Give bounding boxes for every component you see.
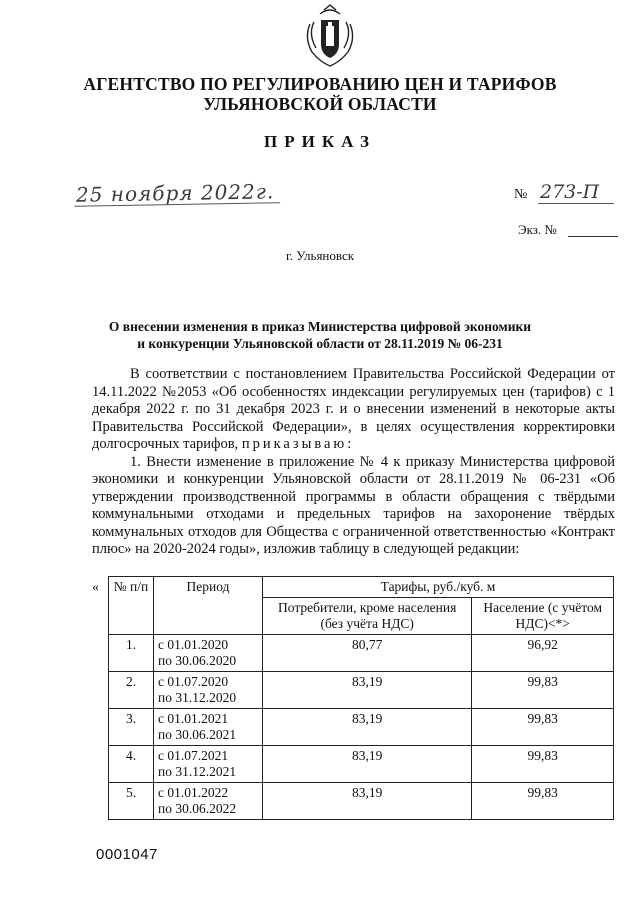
row-consumers: 83,19 <box>263 709 472 746</box>
row-period <box>154 783 263 820</box>
period-to: по 30.06.2020 <box>158 653 237 668</box>
order-keyword: приказываю: <box>241 436 355 452</box>
handwritten-number: 273-П <box>538 181 614 204</box>
row-no: 2. <box>109 672 154 709</box>
coat-of-arms-icon <box>302 4 358 68</box>
row-population: 96,92 <box>472 635 614 672</box>
period-from: с 01.07.2020 <box>158 674 229 689</box>
row-period <box>154 709 263 746</box>
row-consumers: 83,19 <box>263 783 472 820</box>
row-population: 99,83 <box>472 709 614 746</box>
period-from: с 01.01.2021 <box>158 711 229 726</box>
table-row <box>109 709 614 746</box>
row-period <box>154 746 263 783</box>
paragraph-item-1: 1. Внести изменение в приложение № 4 к приказу Министерства цифровой экономики и конкуренции Ульяновской области от 28.11.2019 № 06-231 «Об утверждении производственной программы в области обращения с твёрдыми коммунальными отходами и предельных тарифов на захоронение твёрдых коммунальных отходов для Общества с ограниченной ответственностью «Контракт плюс» на 2020-2024 годы», изложив таблицу в следующей редакции: <box>92 453 615 557</box>
copy-number-label: Экз. № <box>518 222 557 237</box>
row-period <box>154 672 263 709</box>
row-period <box>154 635 263 672</box>
agency-line-2: УЛЬЯНОВСКОЙ ОБЛАСТИ <box>203 94 437 114</box>
copy-number-blank <box>568 236 618 237</box>
period-to: по 31.12.2020 <box>158 690 237 705</box>
doc-type-title: ПРИКАЗ <box>264 132 376 151</box>
agency-line-1: АГЕНТСТВО ПО РЕГУЛИРОВАНИЮ ЦЕН И ТАРИФОВ <box>83 74 557 94</box>
handwritten-date: 25 ноября 2022г. <box>74 180 281 207</box>
header-period: Период <box>154 577 263 635</box>
period-from: с 01.01.2020 <box>158 637 229 652</box>
agency-name <box>0 74 640 114</box>
subject-line-1: О внесении изменения в приказ Министерства цифровой экономики <box>108 319 532 334</box>
paragraph-preamble <box>92 366 615 454</box>
header-no: № п/п <box>109 577 154 635</box>
period-from: с 01.01.2022 <box>158 785 229 800</box>
row-population: 99,83 <box>472 746 614 783</box>
row-no: 5. <box>109 783 154 820</box>
serial-number: 0001047 <box>96 846 158 863</box>
row-population: 99,83 <box>472 783 614 820</box>
table-row <box>109 783 614 820</box>
table-row <box>109 635 614 672</box>
table-row <box>109 746 614 783</box>
table-header-row <box>109 577 614 598</box>
subject-line-2: и конкуренции Ульяновской области от 28.11.2019 № 06-231 <box>137 336 503 351</box>
table-open-quote: « <box>92 580 99 595</box>
subject-title <box>0 318 640 352</box>
preamble-text: В соответствии с постановлением Правительства Российской Федерации от 14.11.2022 №2053 «Об особенностях индексации регулируемых цен (тарифов) с 1 декабря 2022 г. по 31 декабря 2023 г. и о внесении изменений в некоторые акты Правительства Российской Федерации», в целях осуществления корректировки долгосрочных тарифов, <box>92 366 615 452</box>
number-label: № <box>514 187 528 202</box>
body-text <box>92 366 615 559</box>
period-to: по 30.06.2022 <box>158 801 237 816</box>
header-population: Население (с учётом НДС)<*> <box>472 598 614 635</box>
period-from: с 01.07.2021 <box>158 748 229 763</box>
row-no: 3. <box>109 709 154 746</box>
period-to: по 31.12.2021 <box>158 764 237 779</box>
header-tariffs: Тарифы, руб./куб. м <box>263 577 614 598</box>
row-consumers: 83,19 <box>263 746 472 783</box>
table-row <box>109 672 614 709</box>
header-consumers: Потребители, кроме населения (без учёта НДС) <box>263 598 472 635</box>
row-population: 99,83 <box>472 672 614 709</box>
row-consumers: 83,19 <box>263 672 472 709</box>
row-consumers: 80,77 <box>263 635 472 672</box>
row-no: 4. <box>109 746 154 783</box>
city: г. Ульяновск <box>285 248 355 263</box>
period-to: по 30.06.2021 <box>158 727 237 742</box>
row-no: 1. <box>109 635 154 672</box>
tariffs-table <box>108 576 614 820</box>
